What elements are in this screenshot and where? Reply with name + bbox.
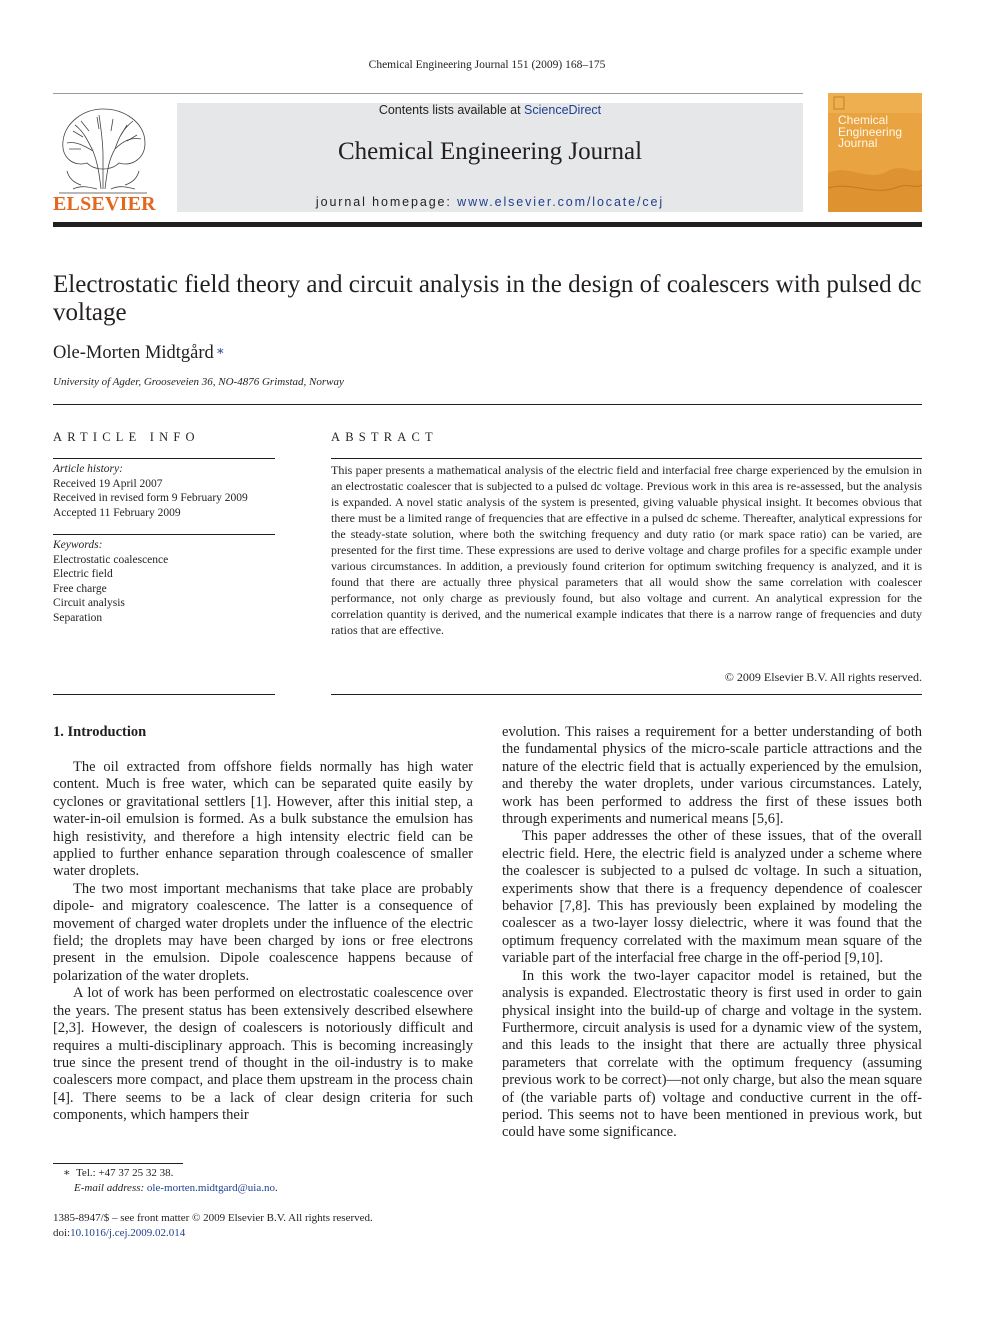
article-info-rule — [53, 534, 275, 535]
cover-title: Chemical Engineering Journal — [838, 113, 903, 150]
issn-line: 1385-8947/$ – see front matter © 2009 Elsevier B.V. All rights reserved. — [53, 1212, 373, 1224]
history-item: Accepted 11 February 2009 — [53, 506, 181, 519]
footnote-mark: ∗ — [63, 1167, 71, 1179]
keywords-label: Keywords: — [53, 539, 103, 551]
abstract-text: This paper presents a mathematical analysis of the electric field and interfacial free charge experienced by the emulsion in an electrostatic coalescer that is subjected to a pulsed dc voltage. Previous work in this area is re-assessed, but the analysis is expanded. A novel static analysis of the system is presented, giving valuable physical insight. It becomes obvious that there must be a limited range of frequencies that are effective in a pulsed dc scheme. Thereafter, analytical expressions for the steady-state solution, where both the switching frequency and duty ratio (or mark space ratio) can be varied, are presented for the first time. These expressions are used to derive voltage and charge profiles for a specific example under various circumstances. In addition, a previously found criterion for optimum switching frequency is analyzed, and it is found that there are actually three physical parameters that all would show the same correlation with coalescer performance, not only charge as previously found, but also voltage and current. An analytical expression for the correlation quantity is derived, and the numerical example indicates that there is a narrow range of frequencies and duty ratios that are effective. — [331, 463, 922, 637]
journal-cover-image — [828, 93, 922, 212]
history-label: Article history: — [53, 463, 123, 475]
footnote-tel-line — [53, 1166, 473, 1181]
body-paragraph: A lot of work has been performed on electrostatic coalescence over the years. The present status has been extensively described elsewhere [2,3]. However, the design of coalescers is notoriously difficult and requires a multi-disciplinary approach. This is becoming increasingly true since the present trend of thought in the oil-industry is to make coalescers more compact, and place them upstream in the process chain [4]. There seems to be a lack of clear design criteria for such components, which hampers their — [53, 985, 473, 1124]
body-paragraph: In this work the two-layer capacitor model is retained, but the analysis is expanded. Electrostatic theory is first used in order to gain physical insight into the build-up of charge and voltage in the system. Furthermore, circuit analysis is used for a dynamic view of the system, and this leads to the insight that there are actually three physical parameters that correlate with the optimum frequency (assuming previous work to be correct)—not only charge, but also the mean square of (the variable parts of) voltage and conductive current in the off-period. This seems not to have been mentioned in previous work, but could have some significance. — [502, 967, 922, 1141]
corresponding-author-mark[interactable]: ∗ — [215, 343, 225, 358]
email-end: . — [274, 1182, 278, 1194]
doi-link[interactable]: 10.1016/j.cej.2009.02.014 — [70, 1227, 186, 1239]
front-matter — [53, 1211, 553, 1241]
body-paragraph: This paper addresses the other of these issues, that of the overall electric field. Here, the electric field is analyzed under a scheme where the coalescer is subjected to a pulsed dc voltage. In such a situation, experiments show that there is a frequency dependence of coalescer behavior [7,8]. This has previously been explained by modeling the coalescer as a two-layer lossy dielectric, where it was found that the optimum frequency correlated with the maximum mean square of the variable part of the interfacial free charge in the off-period [9,10]. — [502, 828, 922, 967]
body-column-right — [502, 724, 922, 1142]
email-label: E-mail address: — [74, 1182, 147, 1194]
journal-title: Chemical Engineering Journal — [337, 138, 643, 165]
abstract-rule — [331, 458, 922, 459]
author-line — [53, 343, 225, 364]
elsevier-wordmark: ELSEVIER — [53, 193, 156, 215]
footnote-rule — [53, 1163, 183, 1164]
homepage-line — [177, 195, 803, 209]
author-name: Ole-Morten Midtgård — [53, 343, 214, 363]
contents-line — [177, 103, 803, 117]
footnote-tel: Tel.: +47 37 25 32 38. — [75, 1167, 174, 1179]
title-rule — [53, 404, 922, 405]
sciencedirect-link[interactable]: ScienceDirect — [524, 103, 602, 117]
abstract-heading: ABSTRACT — [331, 430, 438, 444]
contents-prefix: Contents lists available at — [378, 103, 525, 117]
header-rule — [53, 93, 803, 94]
article-title: Electrostatic field theory and circuit analysis in the design of coalescers with pulsed dc voltage — [53, 271, 922, 326]
cover-texture — [828, 93, 922, 212]
author-affiliation: University of Agder, Grooseveien 36, NO-4876 Grimstad, Norway — [53, 376, 344, 388]
header-thick-rule — [53, 222, 922, 227]
doi-label: doi: — [53, 1227, 71, 1239]
history-item: Received 19 April 2007 — [53, 477, 163, 490]
article-info-rule — [53, 694, 275, 695]
history-item: Received in revised form 9 February 2009 — [53, 492, 248, 504]
author-email-link[interactable]: ole-morten.midtgard@uia.no — [146, 1182, 275, 1194]
body-paragraph: The oil extracted from offshore fields normally has high water content. Much is free water, which can be separated quite easily by cyclones or gravitational settlers [1]. However, after this initial step, a water-in-oil emulsion is formed. As a bulk substance the emulsion has high resistivity, and therefore a high intensity electric field can be applied to further enhance separation through coalescence of smaller water droplets. — [53, 759, 473, 880]
keyword: Circuit analysis — [53, 597, 125, 609]
journal-citation: Chemical Engineering Journal 151 (2009) 168–175 — [368, 59, 606, 71]
keyword: Separation — [53, 611, 103, 624]
keyword: Electrostatic coalescence — [53, 553, 169, 566]
keywords — [53, 538, 275, 625]
footnote-email-line — [53, 1181, 473, 1196]
keyword: Free charge — [53, 582, 107, 595]
article-info-heading: ARTICLE INFO — [53, 430, 200, 444]
body-paragraph: evolution. This raises a requirement for a better understanding of both the fundamental physics of the micro-scale particle attractions and the nature of the electric field that is actually experienced by the emulsion, and thereby the water droplets, under various circumstances. Lately, work has been performed to address the first of these issues both through experiments and numerical means [5,6]. — [502, 724, 922, 828]
abstract-rule — [331, 694, 922, 695]
article-history — [53, 462, 275, 520]
footnote — [53, 1166, 473, 1196]
article-info-rule — [53, 458, 275, 459]
doi-line — [53, 1226, 553, 1241]
homepage-prefix: journal homepage: — [315, 195, 458, 209]
homepage-link[interactable]: www.elsevier.com/locate/cej — [457, 195, 665, 209]
body-paragraph: The two most important mechanisms that take place are probably dipole- and migratory coalescence. The latter is a consequence of movement of charged water droplets under the influence of the electric field; the droplets may have been charged by ions or free electrons present in the emulsion. Dipole coalescence happens because of polarization of the water droplets. — [53, 880, 473, 984]
keyword: Electric field — [53, 568, 113, 580]
abstract-copyright: © 2009 Elsevier B.V. All rights reserved. — [724, 670, 922, 684]
body-column-left — [53, 759, 473, 1125]
section-heading-introduction: 1. Introduction — [53, 724, 147, 740]
